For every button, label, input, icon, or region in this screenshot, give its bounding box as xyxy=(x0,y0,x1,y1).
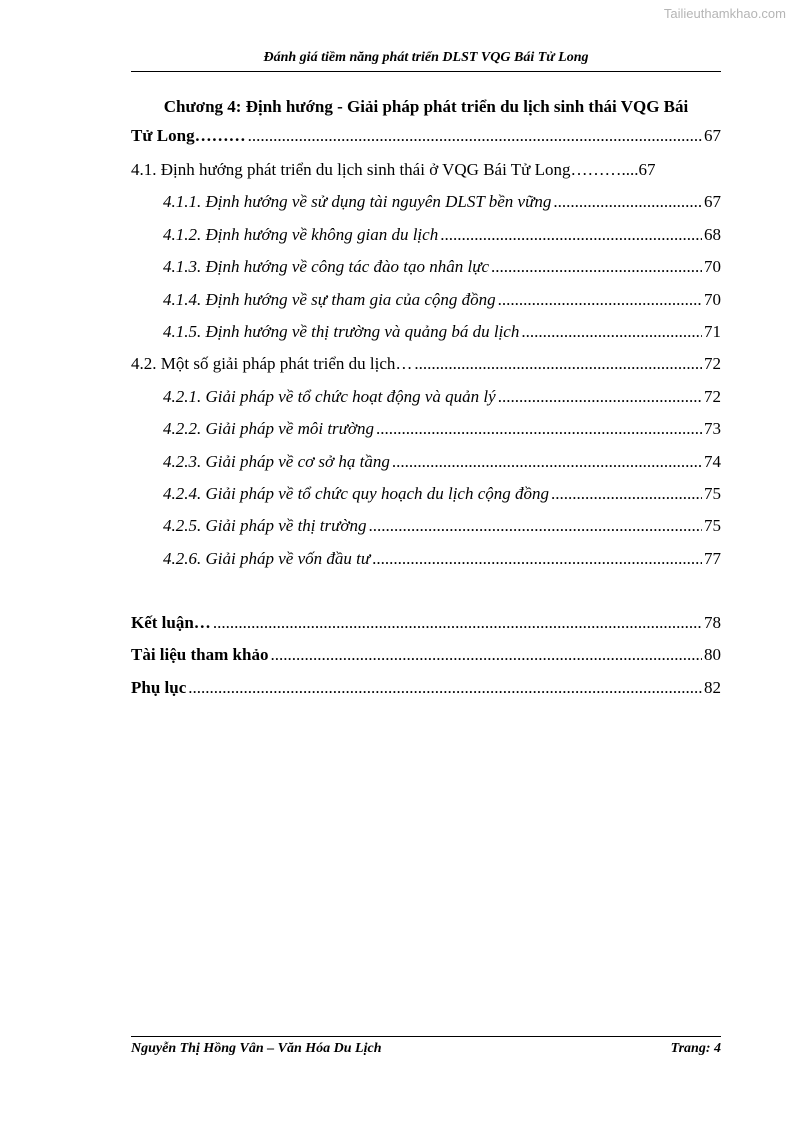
toc-page-number: 68 xyxy=(704,224,721,244)
toc-item-4-1-4 xyxy=(131,284,721,316)
toc-page-number: 67 xyxy=(704,126,721,145)
toc-item-4-1-2 xyxy=(131,219,721,251)
chapter-title: Chương 4: Định hướng - Giải pháp phát triển du lịch sinh thái VQG Bái xyxy=(163,97,689,116)
toc-entry-label: Phụ lục xyxy=(131,677,187,697)
toc-page-number: 74 xyxy=(704,451,721,471)
toc-entry-label: 4.1.3. Định hướng về công tác đào tạo nhân lực xyxy=(163,257,490,277)
dot-leader xyxy=(368,510,702,542)
dot-leader xyxy=(414,348,702,380)
toc-page-number: 80 xyxy=(704,645,721,665)
dot-leader xyxy=(521,316,702,348)
watermark-text: Tailieuthamkhao.com xyxy=(663,6,786,21)
toc-entry-label: Kết luận… xyxy=(131,613,211,633)
toc-page-number: 77 xyxy=(704,548,721,568)
toc-item-4-2-2 xyxy=(131,413,721,445)
toc-entry-label: 4.1.4. Định hướng về sự tham gia của cộng đồng xyxy=(163,289,496,309)
dot-leader xyxy=(213,607,702,639)
toc-appendix xyxy=(131,672,721,704)
toc-page-number: 75 xyxy=(704,483,721,503)
dot-leader xyxy=(270,639,702,671)
toc-page-number: 67 xyxy=(704,192,721,212)
toc-item-4-1-5 xyxy=(131,316,721,348)
toc-item-4-1-1 xyxy=(131,186,721,218)
header-divider xyxy=(131,71,721,72)
spacer xyxy=(131,575,721,607)
toc-page-number: 72 xyxy=(704,354,721,374)
toc-entry-label: 4.2.4. Giải pháp về tổ chức quy hoạch du lịch cộng đồng xyxy=(163,483,550,503)
footer-page-number: Trang: 4 xyxy=(670,1041,721,1056)
table-of-contents xyxy=(131,94,721,704)
toc-item-4-2-4 xyxy=(131,478,721,510)
dot-leader xyxy=(491,251,702,283)
footer-divider xyxy=(131,1036,721,1037)
toc-entry-label: Tử Long……… xyxy=(131,126,246,145)
footer-author: Nguyễn Thị Hồng Vân – Văn Hóa Du Lịch xyxy=(131,1041,382,1056)
toc-entry-label: 4.2.1. Giải pháp về tổ chức hoạt động và quản lý xyxy=(163,386,496,406)
toc-page-number: 73 xyxy=(704,419,721,439)
toc-page-number: 75 xyxy=(704,516,721,536)
toc-entry-label: 4.1. Định hướng phát triển du lịch sinh thái ở VQG Bái Tử Long……….... xyxy=(131,160,639,179)
toc-section-4-2 xyxy=(131,348,721,380)
toc-page-number: 71 xyxy=(704,321,721,341)
dot-leader xyxy=(372,543,702,575)
dot-leader xyxy=(248,120,702,152)
toc-references xyxy=(131,639,721,671)
toc-entry-label: 4.2.2. Giải pháp về môi trường xyxy=(163,419,374,439)
dot-leader xyxy=(551,478,702,510)
dot-leader xyxy=(188,672,702,704)
toc-entry-label: 4.2.3. Giải pháp về cơ sở hạ tầng xyxy=(163,451,390,471)
toc-page-number: 67 xyxy=(638,160,656,179)
toc-entry-label: 4.1.5. Định hướng về thị trường và quảng bá du lịch xyxy=(163,321,520,341)
toc-item-4-2-6 xyxy=(131,543,721,575)
toc-item-4-1-3 xyxy=(131,251,721,283)
toc-item-4-2-1 xyxy=(131,381,721,413)
dot-leader xyxy=(392,446,702,478)
toc-page-number: 70 xyxy=(704,257,721,277)
chapter-title-continued xyxy=(131,120,721,154)
toc-page-number: 72 xyxy=(704,386,721,406)
toc-entry-label: 4.2.5. Giải pháp về thị trường xyxy=(163,516,367,536)
toc-page-number: 78 xyxy=(704,613,721,633)
dot-leader xyxy=(553,186,702,218)
toc-entry-label: 4.2. Một số giải pháp phát triển du lịch… xyxy=(131,354,413,374)
dot-leader xyxy=(498,381,702,413)
dot-leader xyxy=(376,413,702,445)
page-footer xyxy=(131,1041,721,1057)
toc-page-number: 82 xyxy=(704,677,721,697)
toc-entry-label: 4.1.2. Định hướng về không gian du lịch xyxy=(163,224,439,244)
toc-item-4-2-3 xyxy=(131,446,721,478)
toc-entry-label: 4.2.6. Giải pháp về vốn đầu tư xyxy=(163,548,371,568)
toc-item-4-2-5 xyxy=(131,510,721,542)
toc-entry-label: 4.1.1. Định hướng về sử dụng tài nguyên DLST bền vững xyxy=(163,192,552,212)
toc-conclusion xyxy=(131,607,721,639)
running-header: Đánh giá tiềm năng phát triển DLST VQG Bái Tử Long xyxy=(263,50,589,65)
dot-leader xyxy=(498,284,702,316)
toc-page-number: 70 xyxy=(704,289,721,309)
toc-entry-label: Tài liệu tham khảo xyxy=(131,645,269,665)
dot-leader xyxy=(440,219,702,251)
toc-section-4-1 xyxy=(131,154,721,186)
